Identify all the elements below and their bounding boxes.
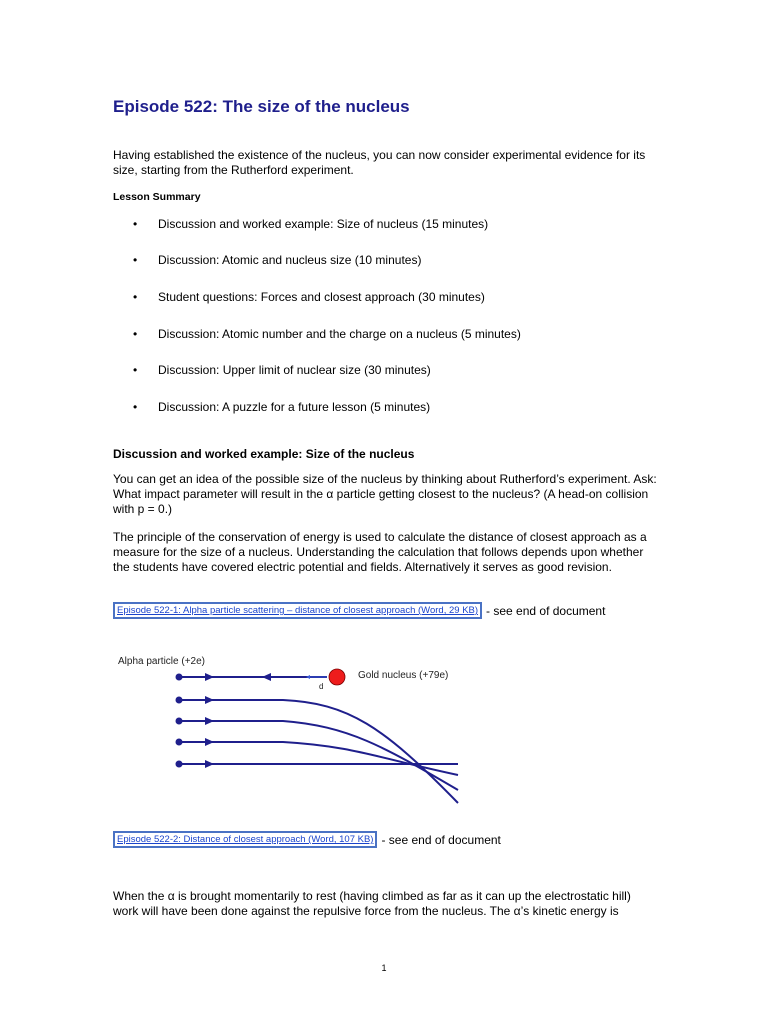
alpha-particles: [176, 674, 183, 768]
link-note: - see end of document: [486, 603, 606, 618]
alpha-particle-label: Alpha particle (+2e): [118, 656, 205, 667]
bullet-icon: •: [133, 253, 138, 267]
lesson-summary-heading: Lesson Summary: [113, 191, 201, 203]
alpha-particle-dot: [176, 761, 183, 768]
gold-nucleus-label: Gold nucleus (+79e): [358, 670, 449, 681]
link-note: - see end of document: [381, 832, 501, 847]
paragraph: The principle of the conservation of energy is used to calculate the distance of closest approach as a measure for the size of a nucleus. Understanding the calculation that follows depends upon whether the students have covered electric potential and fields. Alternatively it serves as good revision.: [113, 530, 647, 574]
page-title: Episode 522: The size of the nucleus: [113, 97, 410, 116]
alpha-particle-dot: [176, 697, 183, 704]
deflected-path: [179, 742, 458, 775]
alpha-particle-dot: [176, 718, 183, 725]
document-link-row: [113, 831, 501, 848]
bullet-icon: •: [133, 290, 138, 304]
arrow-right-icon: [205, 696, 214, 704]
document-link-row: [113, 602, 605, 619]
distance-label: d: [319, 682, 324, 691]
arrow-right-icon: [205, 738, 214, 746]
bullet-icon: •: [133, 363, 138, 377]
bullet-icon: •: [133, 400, 138, 414]
gold-nucleus: [329, 669, 345, 685]
distance-marker: [306, 675, 327, 679]
paragraph: When the α is brought momentarily to rest (having climbed as far as it can up the electrostatic hill) work will have been done against the repulsive force from the nucleus. The α’s kinetic energy is: [113, 889, 631, 918]
deflected-path: [179, 700, 458, 803]
bullet-icon: •: [133, 217, 138, 231]
section-heading: Discussion and worked example: Size of the nucleus: [113, 447, 415, 461]
arrow-right-icon: [205, 760, 214, 768]
arrow-right-icon: [205, 673, 214, 681]
deflected-path: [179, 721, 458, 790]
arrow-left-icon: [262, 673, 271, 681]
document-link-522-2[interactable]: Episode 522-2: Distance of closest approach (Word, 107 KB): [113, 831, 377, 848]
trajectories: [179, 677, 458, 803]
arrow-right-icon: [205, 717, 214, 725]
alpha-particle-dot: [176, 674, 183, 681]
paragraph: You can get an idea of the possible size of the nucleus by thinking about Rutherford’s experiment. Ask: What impact parameter will result in the α particle getting closest to the nucleus? (A head-on collision with p = 0.): [113, 472, 657, 516]
bullet-icon: •: [133, 327, 138, 341]
alpha-scattering-diagram: [113, 648, 473, 820]
intro-paragraph: Having established the existence of the nucleus, you can now consider experimental evidence for its size, starting from the Rutherford experiment.: [113, 148, 646, 177]
document-page: Episode 522: The size of the nucleus Having established the existence of the nucleus, you can now consider experimental evidence for its size, starting from the Rutherford experiment. Lesson Summary • Discussion and worked example: Size of nucleus (15 minutes) • Discussion: Atomic and nucleus size (10 minutes) • Student questions: Forces and closest approach (30 minutes) • Discussion: Atomic number and the charge on a nucleus (5 minutes) • Discussion: Upper limit of nuclear size (30 minutes) • Discussion: A puzzle for a future lesson (5 minutes) Discussion and worked example: Size of the nucleus You can get an idea of the possible size of the nucleus by thinking about Rutherford’s experiment. Ask: What impact parameter will result in the α particle getting closest to the nucleus? (A head-on collision with p = 0.) The principle of the conservation of energy is used to calculate the distance of closest approach as a measure for the size of a nucleus. Understanding the calculation that follows depends upon whether the students have covered electric potential and fields. Alternatively it serves as good revision. Episode 522-1: Alpha particle scattering – distance of closest approach (Word, 29 KB) - see end of document Alpha particle (+2e) Gold nucleus (+79e) d Episode 522-2: Distance of closest approach (Word, 107 KB) - see end of document When the α is brought momentarily to rest (having climbed as far as it can up the electrostatic hill) work will have been done against the repulsive force from the nucleus. The α’s kinetic energy is 1: [0, 0, 768, 1024]
document-link-522-1[interactable]: Episode 522-1: Alpha particle scattering – distance of closest approach (Word, 29 KB): [113, 602, 482, 619]
page-number: 1: [381, 963, 387, 973]
alpha-particle-dot: [176, 739, 183, 746]
